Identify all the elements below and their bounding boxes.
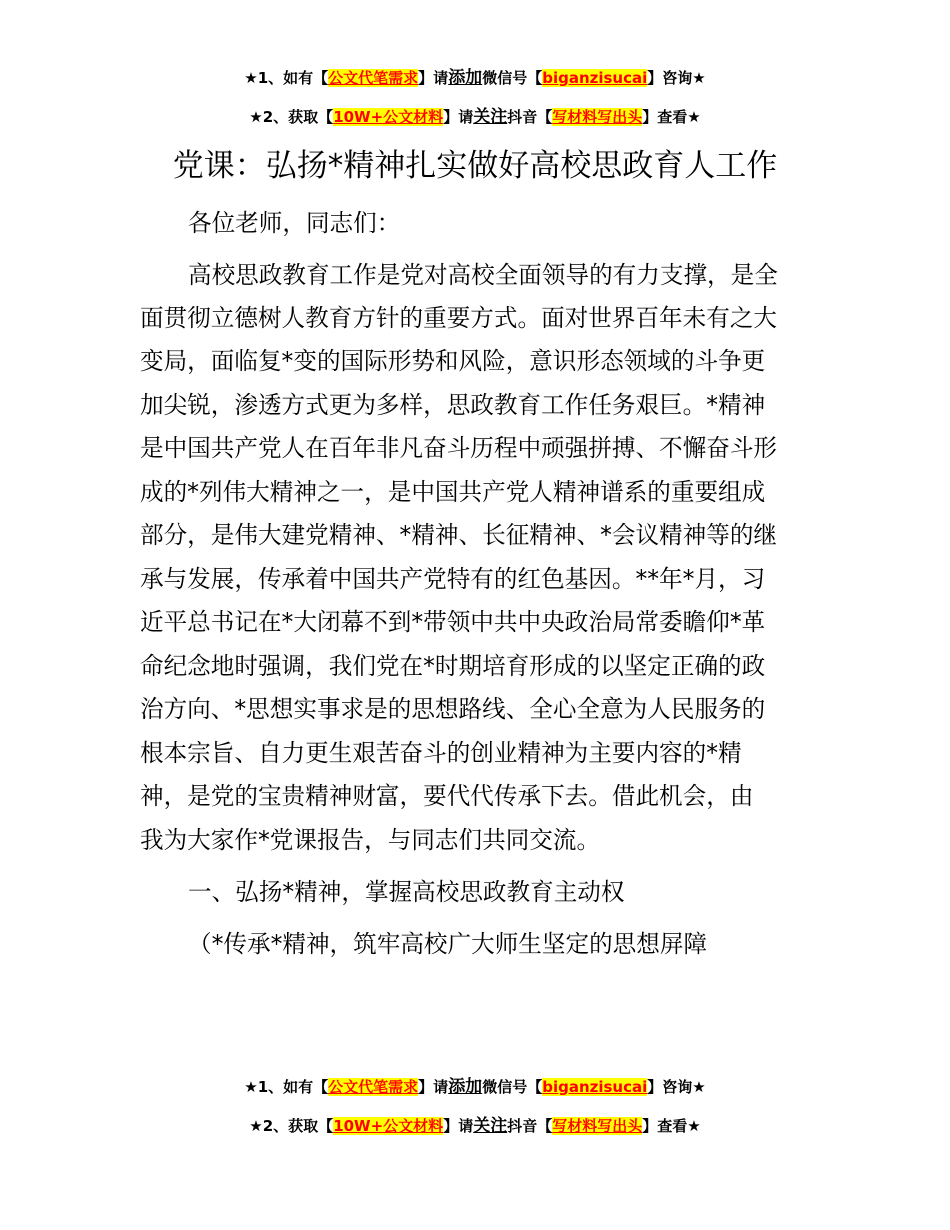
ad-highlight: 写材料写出头 xyxy=(552,1117,643,1135)
greeting: 各位老师，同志们： xyxy=(188,209,401,237)
paragraph-line: 部分，是伟大建党精神、*精神、长征精神、*会议精神等的继 xyxy=(140,521,778,549)
ad-highlight: 公文代笔需求 xyxy=(328,1078,419,1096)
paragraph-line: 治方向、*思想实事求是的思想路线、全心全意为人民服务的 xyxy=(140,695,766,723)
paragraph-line: 我为大家作*党课报告，与同志们共同交流。 xyxy=(140,826,601,854)
paragraph-line: 变局，面临复*变的国际形势和风险，意识形态领域的斗争更 xyxy=(140,347,766,375)
ad-text: 】查看★ xyxy=(642,1117,701,1135)
ad-text: 】请 xyxy=(418,69,449,87)
ad-emphasis: 关注 xyxy=(473,1116,508,1136)
ad-highlight: 10W+公文材料 xyxy=(333,1117,444,1135)
ad-emphasis: 关注 xyxy=(473,107,508,127)
ad-text: 微信号【 xyxy=(482,69,543,87)
ad-highlight: biganzisucai xyxy=(542,69,648,87)
ad-text: ★1、如有【 xyxy=(244,1078,329,1096)
paragraph-line: 是中国共产党人在百年非凡奋斗历程中顽强拼搏、不懈奋斗形 xyxy=(140,434,778,462)
paragraph-line: 加尖锐，渗透方式更为多样，思政教育工作任务艰巨。*精神 xyxy=(140,391,766,419)
footer-ad-line-2 xyxy=(0,1115,950,1137)
ad-text: 】请 xyxy=(443,1117,474,1135)
section-heading: 一、弘扬*精神，掌握高校思政教育主动权 xyxy=(188,878,625,906)
subsection-heading: （*传承*精神，筑牢高校广大师生坚定的思想屏障 xyxy=(188,930,708,958)
ad-text: 抖音【 xyxy=(507,1117,553,1135)
ad-emphasis: 添加 xyxy=(448,1077,483,1097)
paragraph-line: 近平总书记在*大闭幕不到*带领中共中央政治局常委瞻仰*革 xyxy=(140,608,766,636)
paragraph-line: 高校思政教育工作是党对高校全面领导的有力支撑，是全 xyxy=(188,261,778,289)
ad-text: ★2、获取【 xyxy=(249,1117,334,1135)
paragraph-line: 面贯彻立德树人教育方针的重要方式。面对世界百年未有之大 xyxy=(140,304,778,332)
ad-highlight: biganzisucai xyxy=(542,1078,648,1096)
ad-text: ★1、如有【 xyxy=(244,69,329,87)
ad-text: 】咨询★ xyxy=(647,69,706,87)
ad-emphasis: 添加 xyxy=(448,68,483,88)
ad-text: 】请 xyxy=(443,108,474,126)
paragraph-line: 神，是党的宝贵精神财富，要代代传承下去。借此机会，由 xyxy=(140,782,754,810)
paragraph-line: 命纪念地时强调，我们党在*时期培育形成的以坚定正确的政 xyxy=(140,652,766,680)
ad-highlight: 写材料写出头 xyxy=(552,108,643,126)
paragraph-line: 根本宗旨、自力更生艰苦奋斗的创业精神为主要内容的*精 xyxy=(140,739,742,767)
header-ad-line-1 xyxy=(0,67,950,89)
paragraph-line: 承与发展，传承着中国共产党特有的红色基因。**年*月，习 xyxy=(140,565,766,593)
paragraph-line: 成的*列伟大精神之一，是中国共产党人精神谱系的重要组成 xyxy=(140,478,766,506)
ad-highlight: 10W+公文材料 xyxy=(333,108,444,126)
ad-text: 微信号【 xyxy=(482,1078,543,1096)
ad-text: ★2、获取【 xyxy=(249,108,334,126)
ad-text: 】查看★ xyxy=(642,108,701,126)
ad-text: 抖音【 xyxy=(507,108,553,126)
header-ad-line-2 xyxy=(0,106,950,128)
ad-text: 】咨询★ xyxy=(647,1078,706,1096)
ad-highlight: 公文代笔需求 xyxy=(328,69,419,87)
ad-text: 】请 xyxy=(418,1078,449,1096)
document-title: 党课：弘扬*精神扎实做好高校思政育人工作 xyxy=(172,148,778,184)
footer-ad-line-1 xyxy=(0,1076,950,1098)
